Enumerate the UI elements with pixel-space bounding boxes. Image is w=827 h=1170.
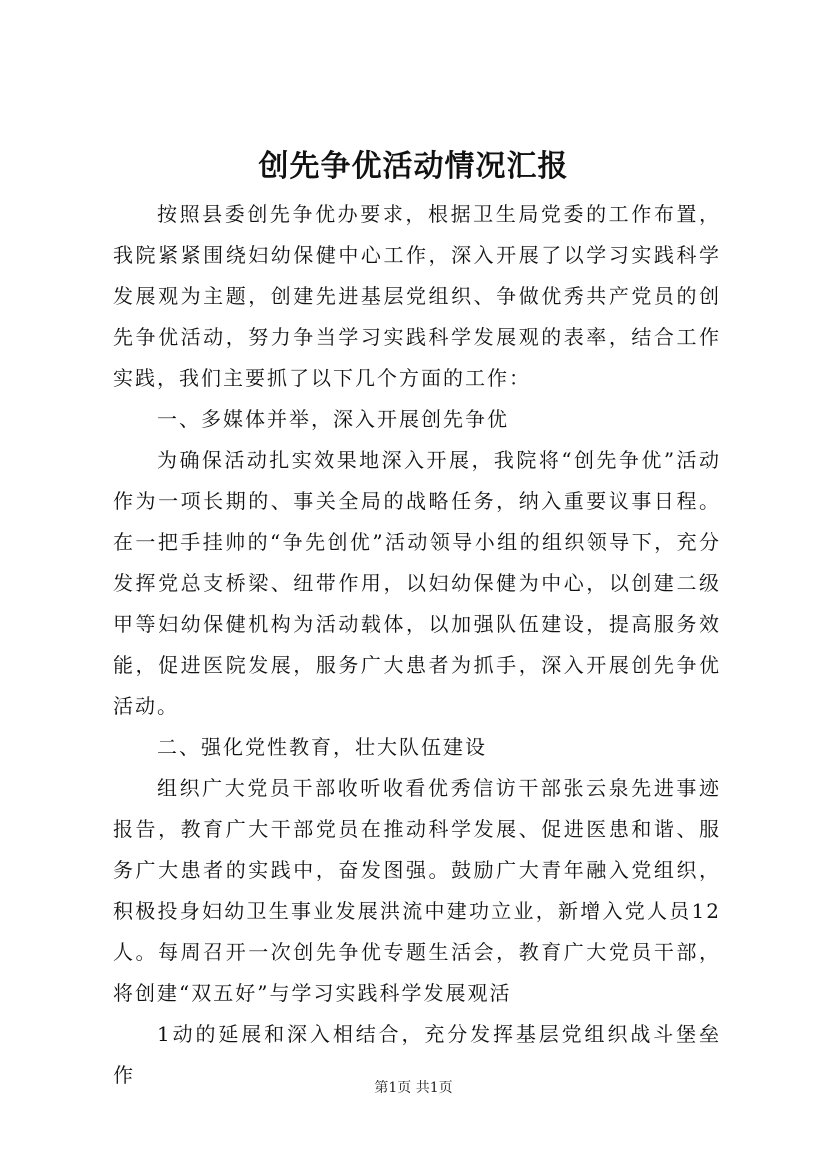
document-body <box>113 194 721 1096</box>
section-2-paragraph: 组织广大党员干部收听收看优秀信访干部张云泉先进事迹报告，教育广大干部党员在推动科学发展、促进医患和谐、服务广大患者的实践中，奋发图强。鼓励广大青年融入党组织，积极投身妇幼卫生事业发展洪流中建功立业，新增入党人员12人。每周召开一次创先争优专题生活会，教育广大党员干部，将创建“双五好”与学习实践科学发展观活 <box>113 776 721 1005</box>
intro-paragraph: 按照县委创先争优办要求，根据卫生局党委的工作布置，我院紧紧围绕妇幼保健中心工作，深入开展了以学习实践科学发展观为主题，创建先进基层党组织、争做优秀共产党员的创先争优活动，努力争当学习实践科学发展观的表率，结合工作实践，我们主要抓了以下几个方面的工作： <box>113 202 721 390</box>
section-2-continued-paragraph: 1动的延展和深入相结合，充分发挥基层党组织战斗堡垒作 <box>113 1022 721 1087</box>
section-1-paragraph: 为确保活动扎实效果地深入开展，我院将“创先争优”活动作为一项长期的、事关全局的战略任务，纳入重要议事日程。在一把手挂帅的“争先创优”活动领导小组的组织领导下，充分发挥党总支桥梁、纽带作用，以妇幼保健为中心，以创建二级甲等妇幼保健机构为活动载体，以加强队伍建设，提高服务效能，促进医院发展，服务广大患者为抓手，深入开展创先争优活动。 <box>113 448 721 718</box>
page-number-label: 第1页 共1页 <box>374 1080 453 1096</box>
section-heading-2: 二、强化党性教育，壮大队伍建设 <box>157 735 487 759</box>
document-title: 创先争优活动情况汇报 <box>258 149 569 184</box>
section-heading-1: 一、多媒体并举，深入开展创先争优 <box>157 407 509 431</box>
page-footer <box>0 1078 827 1098</box>
